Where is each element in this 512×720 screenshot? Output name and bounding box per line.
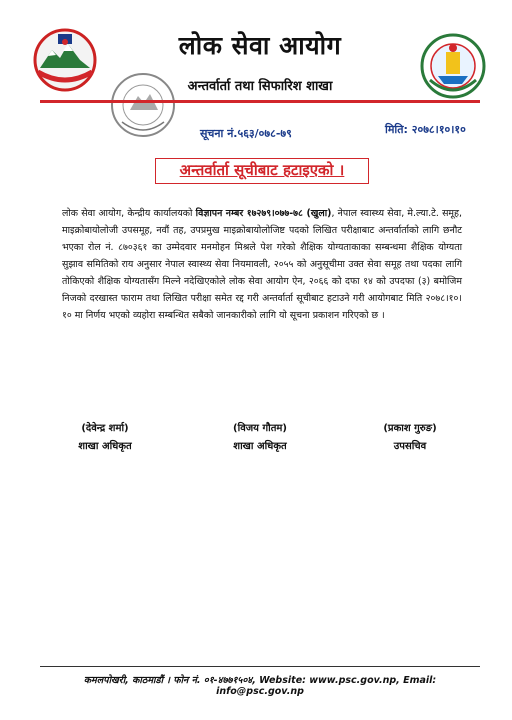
footer-contact: कमलपोखरी, काठमाडौं । फोन नं. ०१-४७७१५०४, Website: www.psc.gov.np, Email: info@psc.gov.np bbox=[83, 675, 437, 697]
organization-title: लोक सेवा आयोग bbox=[178, 31, 342, 60]
header-divider bbox=[40, 100, 480, 103]
psc-logo bbox=[418, 30, 488, 106]
body-part-2: , नेपाल स्वास्थ्य सेवा, मे.ल्या.टे. समूह, माइक्रोबायोलोजी उपसमूह, नवौं तह, उपप्रमुख माइक्रोबायोलोजिष्ट पदको लिखित परीक्षाबाट अन्तर्वार्ताको लागि छनौट भएका रोल नं. ८७०३६१ का उम्मेदवार मनमोहन मिश्रले पेश गरेको शैक्षिक योग्यताकाका सम्बन्धमा शैक्षिक योग्यता सुझाव समितिको राय अनुसार नेपाल स्वास्थ्य सेवा नियमावली, २०५५ को अनुसूचीमा उक्त सेवा समूह तथा पदका लागि तोकिएको शैक्षिक योग्यतासँग मिल्ने नदेखिएकोले लोक सेवा आयोग ऐन, २०६६ को दफा १४ को उपदफा (३) बमोजिम निजको दरखास्त फाराम तथा लिखित परीक्षा समेत रद्द गरी अन्तर्वार्ता सूचीबाट हटाउने गरी आयोगबाट मिति २०७८।१०।१० मा निर्णय भएको व्यहोरा सम्बन्धित सबैको जानकारीको लागि यो सूचना प्रकाशन गरिएको छ । bbox=[62, 208, 462, 321]
signatory-3-role: उपसचिव bbox=[393, 441, 427, 452]
signatory-2-role: शाखा अधिकृत bbox=[233, 441, 287, 452]
advertisement-number: विज्ञापन नम्बर १७२७९।०७७-७८ (खुला) bbox=[195, 208, 332, 219]
body-part-1: लोक सेवा आयोग, केन्द्रीय कार्यालयको bbox=[62, 208, 196, 219]
nepal-emblem-logo bbox=[28, 28, 102, 96]
section-subtitle: अन्तर्वार्ता तथा सिफारिश शाखा bbox=[187, 79, 333, 94]
notice-date: मिति: २०७८।१०।१० bbox=[385, 123, 466, 136]
signatory-1-role: शाखा अधिकृत bbox=[78, 441, 132, 452]
notice-headline: अन्तर्वार्ता सूचीबाट हटाइएको । bbox=[179, 161, 345, 179]
notice-number: सूचना नं.५६३/०७८-७९ bbox=[200, 127, 292, 140]
footer-divider bbox=[40, 666, 480, 667]
notice-body bbox=[62, 205, 462, 324]
signatory-2-name: (विजय गौतम) bbox=[233, 423, 287, 434]
signatory-3-name: (प्रकाश गुरुङ) bbox=[383, 423, 437, 434]
signatory-1-name: (देवेन्द्र शर्मा) bbox=[81, 423, 129, 434]
